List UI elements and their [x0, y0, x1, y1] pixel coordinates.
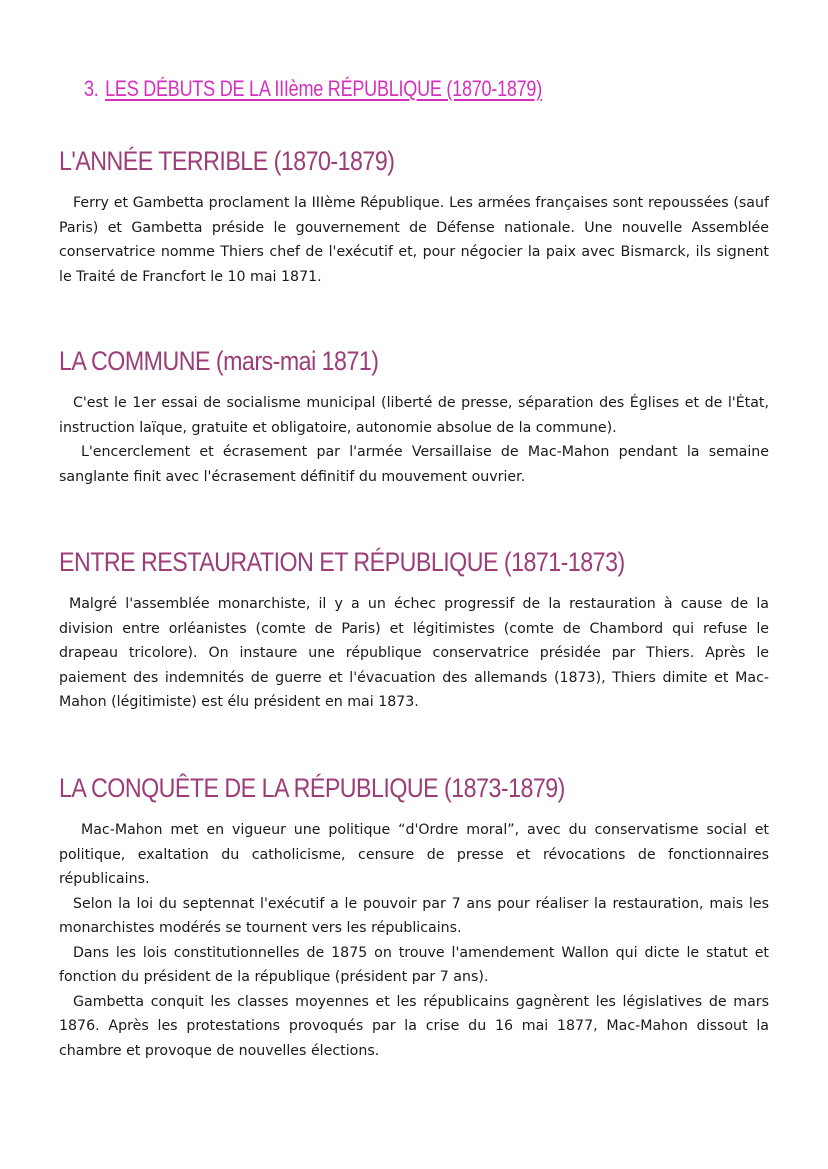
section-paragraph: Malgré l'assemblée monarchiste, il y a un échec progressif de la restauration à cause de la division entre orléanistes (comte de Paris) et légitimistes (comte de Chambord qui refuse le drapeau tricolore). On instaure une république conservatrice présidée par Thiers. Après le paiement des indemnités de guerre et l'évacuation des allemands (1873), Thiers dimite et Mac-Mahon (légitimiste) est élu président en mai 1873.	[59, 596, 769, 710]
main-title	[84, 76, 542, 102]
section-paragraph: Selon la loi du septennat l'exécutif a le pouvoir par 7 ans pour réaliser la restauration, mais les monarchistes modérés se tournent vers les républicains.	[59, 895, 769, 936]
main-title-number: 3.	[84, 76, 99, 101]
section-heading: L'ANNÉE TERRIBLE (1870-1879)	[59, 146, 395, 176]
section-paragraph: C'est le 1er essai de socialisme municipal (liberté de presse, séparation des Églises et de l'État, instruction laïque, gratuite et obligatoire, autonomie absolue de la commune).	[59, 395, 769, 436]
section-heading: LA CONQUÊTE DE LA RÉPUBLIQUE (1873-1879)	[59, 773, 565, 803]
section-commune	[59, 346, 769, 489]
section-paragraph: Gambetta conquit les classes moyennes et les républicains gagnèrent les législatives de mars 1876. Après les protestations provoqués par la crise du 16 mai 1877, Mac-Mahon dissout la chambre et provoque de nouvelles élections.	[59, 993, 769, 1059]
section-annee-terrible	[59, 146, 769, 289]
section-paragraph: Ferry et Gambetta proclament la IIIème République. Les armées françaises sont repoussées (sauf Paris) et Gambetta préside le gouvernement de Défense nationale. Une nouvelle Assemblée conservatrice nomme Thiers chef de l'exécutif et, pour négocier la paix avec Bismarck, ils signent le Traité de Francfort le 10 mai 1871.	[59, 195, 769, 285]
section-paragraph: Mac-Mahon met en vigueur une politique “d'Ordre moral”, avec du conservatisme social et politique, exaltation du catholicisme, censure de presse et révocations de fonctionnaires républicains.	[59, 822, 769, 887]
section-paragraph: Dans les lois constitutionnelles de 1875 on trouve l'amendement Wallon qui dicte le statut et fonction du président de la république (président par 7 ans).	[59, 944, 769, 985]
main-title-text: LES DÉBUTS DE LA IIIème RÉPUBLIQUE (1870-1879)	[105, 76, 542, 101]
section-heading: ENTRE RESTAURATION ET RÉPUBLIQUE (1871-1873)	[59, 547, 625, 577]
section-heading: LA COMMUNE (mars-mai 1871)	[59, 346, 379, 376]
section-paragraph: L'encerclement et écrasement par l'armée Versaillaise de Mac-Mahon pendant la semaine sanglante finit avec l'écrasement définitif du mouvement ouvrier.	[59, 444, 769, 485]
section-conquete-republique	[59, 773, 769, 1063]
section-restauration-republique	[59, 547, 769, 715]
